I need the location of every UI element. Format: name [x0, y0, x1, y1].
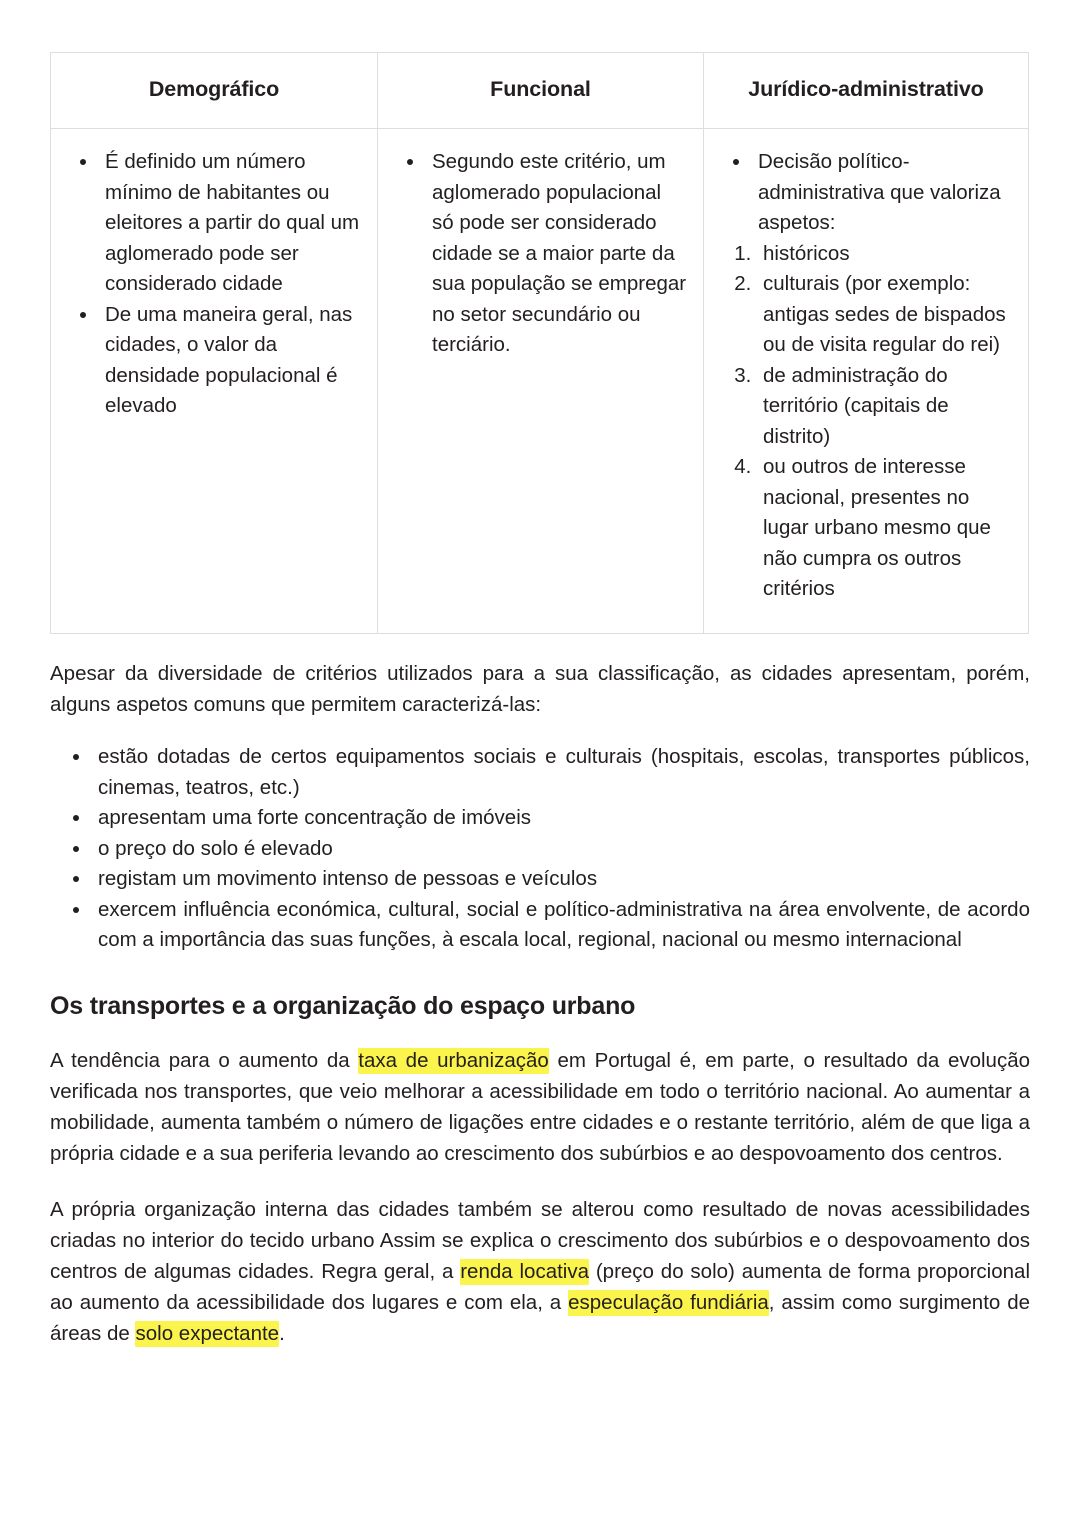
table-row	[51, 129, 1029, 634]
table-header-juridico-administrativo: Jurídico-administrativo	[704, 53, 1029, 129]
list-item: 3. de administração do território (capitais de distrito)	[757, 361, 1012, 453]
table-header-funcional: Funcional	[378, 53, 704, 129]
highlight-taxa-de-urbanizacao: taxa de urbanização	[358, 1048, 549, 1072]
highlight-especulacao-fundiaria: especulação fundiária	[568, 1290, 769, 1314]
paragraph-text-part: A própria organização interna das cidades também se alterou como resultado de novas acessibilidades criadas no interior do tecido urbano Assim se explica o crescimento dos subúrbios e o despovoamento dos centros de algumas cidades. Regra geral, a	[50, 1197, 1030, 1283]
table-cell-demografico	[51, 129, 378, 634]
bullet-list	[720, 147, 1012, 239]
common-aspects-list	[50, 742, 1030, 956]
list-item: • É definido um número mínimo de habitantes ou eleitores a partir do qual um aglomerado pode ser considerado cidade	[99, 147, 361, 300]
list-item: • Segundo este critério, um aglomerado populacional só pode ser considerado cidade se a maior parte da sua população se empregar no setor secundário ou terciário.	[426, 147, 687, 361]
list-item: • exercem influência económica, cultural, social e político-administrativa na área envolvente, de acordo com a importância das suas funções, à escala local, regional, nacional ou mesmo internacional	[92, 895, 1030, 956]
criteria-table	[50, 52, 1029, 634]
table-cell-juridico-administrativo	[704, 129, 1029, 634]
list-item: • o preço do solo é elevado	[92, 834, 1030, 865]
bullet-list	[67, 147, 361, 422]
table-cell-funcional	[378, 129, 704, 634]
numbered-list	[720, 239, 1012, 605]
paragraph-text-part: em Portugal é, em parte, o resultado da evolução verificada nos transportes, que veio melhorar a acessibilidade em todo o território nacional. Ao aumentar a mobilidade, aumenta também o número de ligações entre cidades e o restante território, além de que liga a própria cidade e a sua periferia levando ao crescimento dos subúrbios e ao despovoamento dos centros.	[50, 1048, 1030, 1165]
list-item: • registam um movimento intenso de pessoas e veículos	[92, 864, 1030, 895]
list-item: • Decisão político-administrativa que valoriza aspetos:	[752, 147, 1012, 239]
table-header-demografico: Demográfico	[51, 53, 378, 129]
highlight-renda-locativa: renda locativa	[460, 1259, 590, 1283]
intro-paragraph: Apesar da diversidade de critérios utilizados para a sua classificação, as cidades apresentam, porém, alguns aspetos comuns que permitem caracterizá-las:	[50, 662, 1030, 716]
list-item: • apresentam uma forte concentração de imóveis	[92, 803, 1030, 834]
paragraph-text-part: (preço do solo) aumenta de forma proporcional ao aumento da acessibilidade dos lugares e com ela, a	[50, 1259, 1030, 1314]
list-item: • estão dotadas de certos equipamentos sociais e culturais (hospitais, escolas, transportes públicos, cinemas, teatros, etc.)	[92, 742, 1030, 803]
bullet-list	[394, 147, 687, 361]
table-header-row	[51, 53, 1029, 129]
paragraph-transportes	[50, 1045, 1030, 1169]
paragraph-text-part: .	[279, 1321, 285, 1345]
list-item: 4. ou outros de interesse nacional, presentes no lugar urbano mesmo que não cumpra os outros critérios	[757, 452, 1012, 605]
section-heading: Os transportes e a organização do espaço urbano	[50, 991, 636, 1020]
paragraph-text-part: , assim como surgimento de áreas de	[50, 1290, 1031, 1345]
list-item: • De uma maneira geral, nas cidades, o valor da densidade populacional é elevado	[99, 300, 361, 422]
list-item: 1. históricos	[757, 239, 1012, 270]
list-item: 2. culturais (por exemplo: antigas sedes de bispados ou de visita regular do rei)	[757, 269, 1012, 361]
paragraph-text-part: A tendência para o aumento da	[50, 1048, 359, 1072]
paragraph-organizacao-interna	[50, 1194, 1030, 1349]
highlight-solo-expectante: solo expectante	[135, 1321, 280, 1345]
